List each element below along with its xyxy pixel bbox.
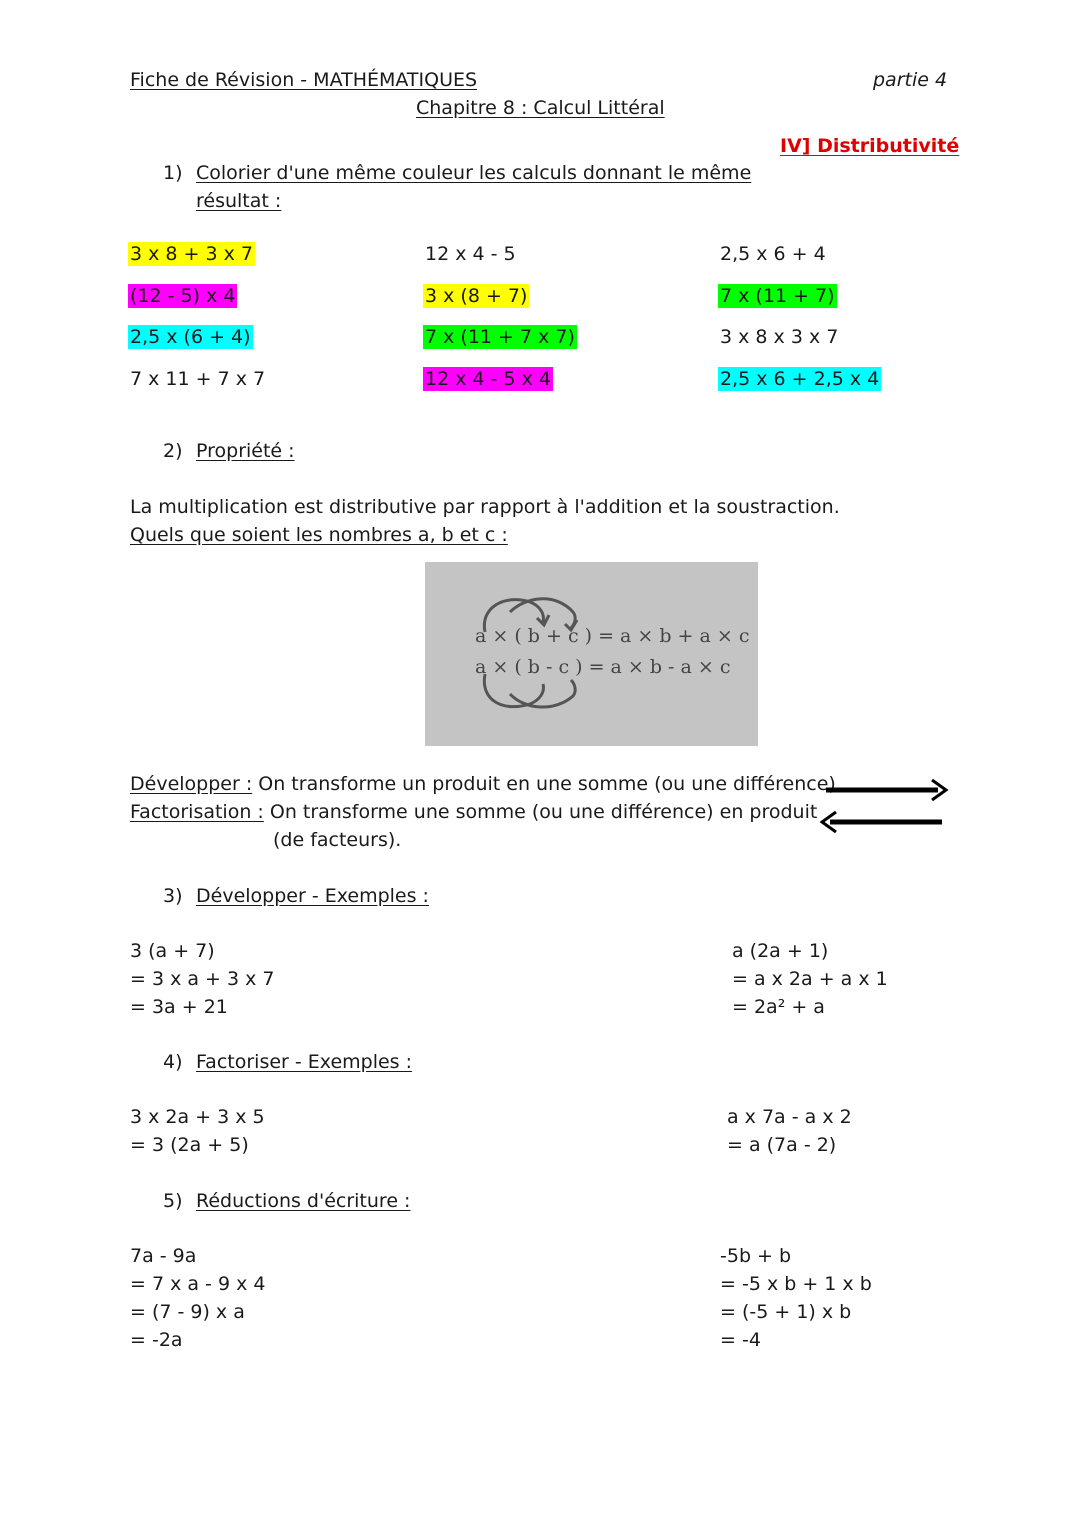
q1-title-line2: résultat : [196,190,282,212]
q4-left-line: = 3 (2a + 5) [130,1134,249,1156]
calc-expression: 12 x 4 - 5 [425,243,516,265]
curve-arrow-3-icon [484,674,543,707]
calc-cell [128,325,267,367]
calc-cell [718,367,881,409]
q4-right-line: = a (7a - 2) [727,1134,837,1156]
calc-cell [423,284,577,326]
q5-right-line: = -5 x b + 1 x b [720,1273,872,1295]
q3-left-line: 3 (a + 7) [130,940,215,962]
q4-left-line: 3 x 2a + 3 x 5 [130,1106,265,1128]
page-part-label: partie 4 [873,69,948,91]
property-quantifier: Quels que soient les nombres a, b et c : [130,524,508,546]
calc-expression: 7 x (11 + 7 x 7) [425,326,575,349]
calc-cell [718,284,881,326]
q5-example-right [720,1242,872,1354]
q5-example-left [130,1242,265,1354]
q4-title: Factoriser - Exemples : [196,1051,413,1073]
calc-cell [718,325,881,367]
calc-expression: 3 x (8 + 7) [425,284,528,307]
page-header-title: Fiche de Révision - MATHÉMATIQUES [130,69,478,91]
calc-expression: (12 - 5) x 4 [130,284,236,307]
q5-left-line: = (7 - 9) x a [130,1301,245,1323]
q5-right-line: = -4 [720,1329,761,1351]
q1-column-3 [718,242,881,408]
develop-definition [130,770,836,798]
q4-example-right [727,1103,852,1159]
section-title: IV] Distributivité [780,135,960,157]
q3-right-line: = 2a² + a [732,996,825,1018]
q3-right-line: = a x 2a + a x 1 [732,968,888,990]
calc-cell [423,367,577,409]
q5-title: Réductions d'écriture : [196,1190,411,1212]
q3-left-line: = 3 x a + 3 x 7 [130,968,275,990]
q1-number: 1) [163,162,183,184]
develop-label: Développer : [130,773,253,795]
calc-cell [128,367,267,409]
calc-expression: 7 x (11 + 7) [720,284,835,307]
formula-subtraction: a × ( b - c ) = a × b - a × c [475,656,731,678]
q4-example-left [130,1103,265,1159]
q5-left-line: = -2a [130,1329,183,1351]
calc-expression: 2,5 x 6 + 2,5 x 4 [720,367,880,390]
calc-cell [128,242,267,284]
right-arrow-icon [820,776,950,838]
develop-text: On transforme un produit en une somme (ou une différence) [252,773,836,795]
property-sentence: La multiplication est distributive par rapport à l'addition et la soustraction. [130,496,840,518]
calc-expression: 2,5 x 6 + 4 [720,243,826,265]
calc-expression: 7 x 11 + 7 x 7 [130,367,266,390]
q3-example-right [732,937,888,1021]
q4-right-line: a x 7a - a x 2 [727,1106,852,1128]
calc-cell [423,325,577,367]
calc-expression: 12 x 4 - 5 x 4 [425,367,552,390]
q3-example-left [130,937,275,1021]
factorisation-text: On transforme une somme (ou une différence) en produit [263,801,818,823]
chapter-title: Chapitre 8 : Calcul Littéral [416,97,665,119]
calc-expression: 3 x 8 x 3 x 7 [720,326,839,349]
q4-number: 4) [163,1051,183,1073]
q5-left-line: 7a - 9a [130,1245,197,1267]
factorisation-definition [130,798,817,826]
q3-title: Développer - Exemples : [196,885,429,907]
q2-title: Propriété : [196,440,295,462]
q5-right-line: = (-5 + 1) x b [720,1301,852,1323]
calc-cell [423,242,577,284]
q1-column-2 [423,242,577,408]
q2-number: 2) [163,440,183,462]
q5-right-line: -5b + b [720,1245,792,1267]
calc-expression: 2,5 x (6 + 4) [130,326,251,349]
q1-column-1 [128,242,267,408]
calc-cell [128,284,267,326]
factorisation-text-cont: (de facteurs). [273,829,402,851]
distributivity-formula-image [425,562,758,746]
q3-right-line: a (2a + 1) [732,940,829,962]
q3-number: 3) [163,885,183,907]
calc-cell [718,242,881,284]
calc-expression: 3 x 8 + 3 x 7 [130,243,253,265]
q5-left-line: = 7 x a - 9 x 4 [130,1273,266,1295]
factorisation-label: Factorisation : [130,801,264,823]
q3-left-line: = 3a + 21 [130,996,228,1018]
formula-addition: a × ( b + c ) = a × b + a × c [475,625,750,647]
q5-number: 5) [163,1190,183,1212]
q1-title-line1: Colorier d'une même couleur les calculs donnant le même [196,162,752,184]
